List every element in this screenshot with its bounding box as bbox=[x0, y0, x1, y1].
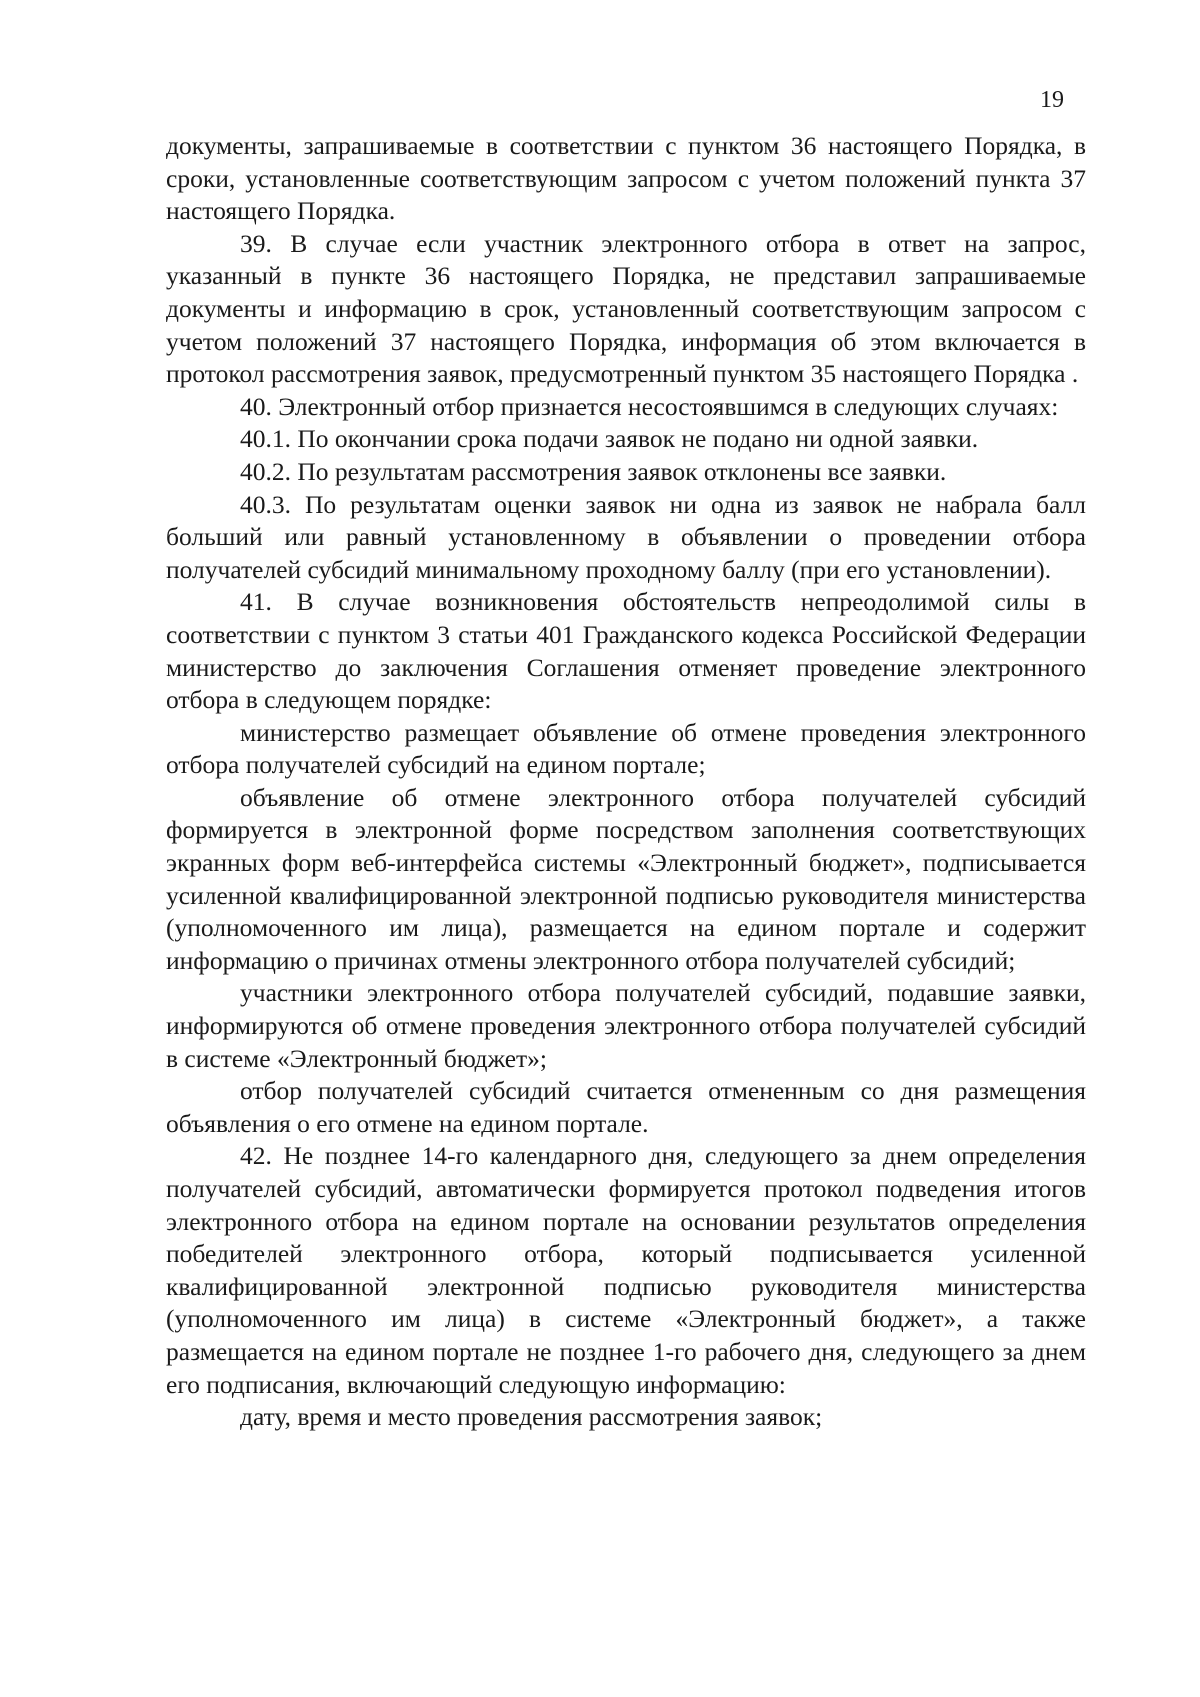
paragraph-40-3: 40.3. По результатам оценки заявок ни одна из заявок не набрала балл больший или равный установленному в объявлении о проведении отбора получателей субсидий минимальному проходному баллу (при его установлении). bbox=[166, 489, 1086, 584]
paragraph-39: 39. В случае если участник электронного отбора в ответ на запрос, указанный в пункте 36 настоящего Порядка, не представил запрашиваемые документы и информацию в срок, установленный соответствующим запросом с учетом положений 37 настоящего Порядка, информация об этом включается в протокол рассмотрения заявок, предусмотренный пунктом 35 настоящего Порядка . bbox=[166, 228, 1086, 389]
paragraph: объявление об отмене электронного отбора получателей субсидий формируется в электронной форме посредством заполнения соответствующих экранных форм веб-интерфейса системы «Электронный бюджет», подписывается усиленной квалифицированной электронной подписью руководителя министерства (уполномоченного им лица), размещается на едином портале и содержит информацию о причинах отмены электронного отбора получателей субсидий; bbox=[166, 782, 1086, 975]
paragraph-40: 40. Электронный отбор признается несостоявшимся в следующих случаях: bbox=[240, 391, 1059, 421]
paragraph-41: 41. В случае возникновения обстоятельств непреодолимой силы в соответствии с пунктом 3 статьи 401 Гражданского кодекса Российской Федерации министерство до заключения Соглашения отменяет проведение электронного отбора в следующем порядке: bbox=[166, 587, 1086, 715]
paragraph: министерство размещает объявление об отмене проведения электронного отбора получателей субсидий на едином портале; bbox=[166, 717, 1086, 780]
document-body bbox=[166, 130, 1086, 1434]
paragraph: документы, запрашиваемые в соответствии с пунктом 36 настоящего Порядка, в сроки, установленные соответствующим запросом с учетом положений пункта 37 настоящего Порядка. bbox=[166, 131, 1086, 226]
page-number: 19 bbox=[1040, 87, 1064, 113]
paragraph: участники электронного отбора получателей субсидий, подавшие заявки, информируются об отмене проведения электронного отбора получателей субсидий в системе «Электронный бюджет»; bbox=[166, 978, 1086, 1073]
paragraph-40-2: 40.2. По результатам рассмотрения заявок отклонены все заявки. bbox=[240, 456, 947, 486]
paragraph-42: 42. Не позднее 14-го календарного дня, следующего за днем определения получателей субсидий, автоматически формируется протокол подведения итогов электронного отбора на едином портале на основании результатов определения победителей электронного отбора, который подписывается усиленной квалифицированной электронной подписью руководителя министерства (уполномоченного им лица) в системе «Электронный бюджет», а также размещается на едином портале не позднее 1-го рабочего дня, следующего за днем его подписания, включающий следующую информацию: bbox=[166, 1141, 1086, 1399]
paragraph: отбор получателей субсидий считается отмененным со дня размещения объявления о его отмене на едином портале. bbox=[166, 1076, 1086, 1138]
paragraph-40-1: 40.1. По окончании срока подачи заявок не подано ни одной заявки. bbox=[240, 424, 979, 454]
paragraph: дату, время и место проведения рассмотрения заявок; bbox=[240, 1402, 823, 1432]
